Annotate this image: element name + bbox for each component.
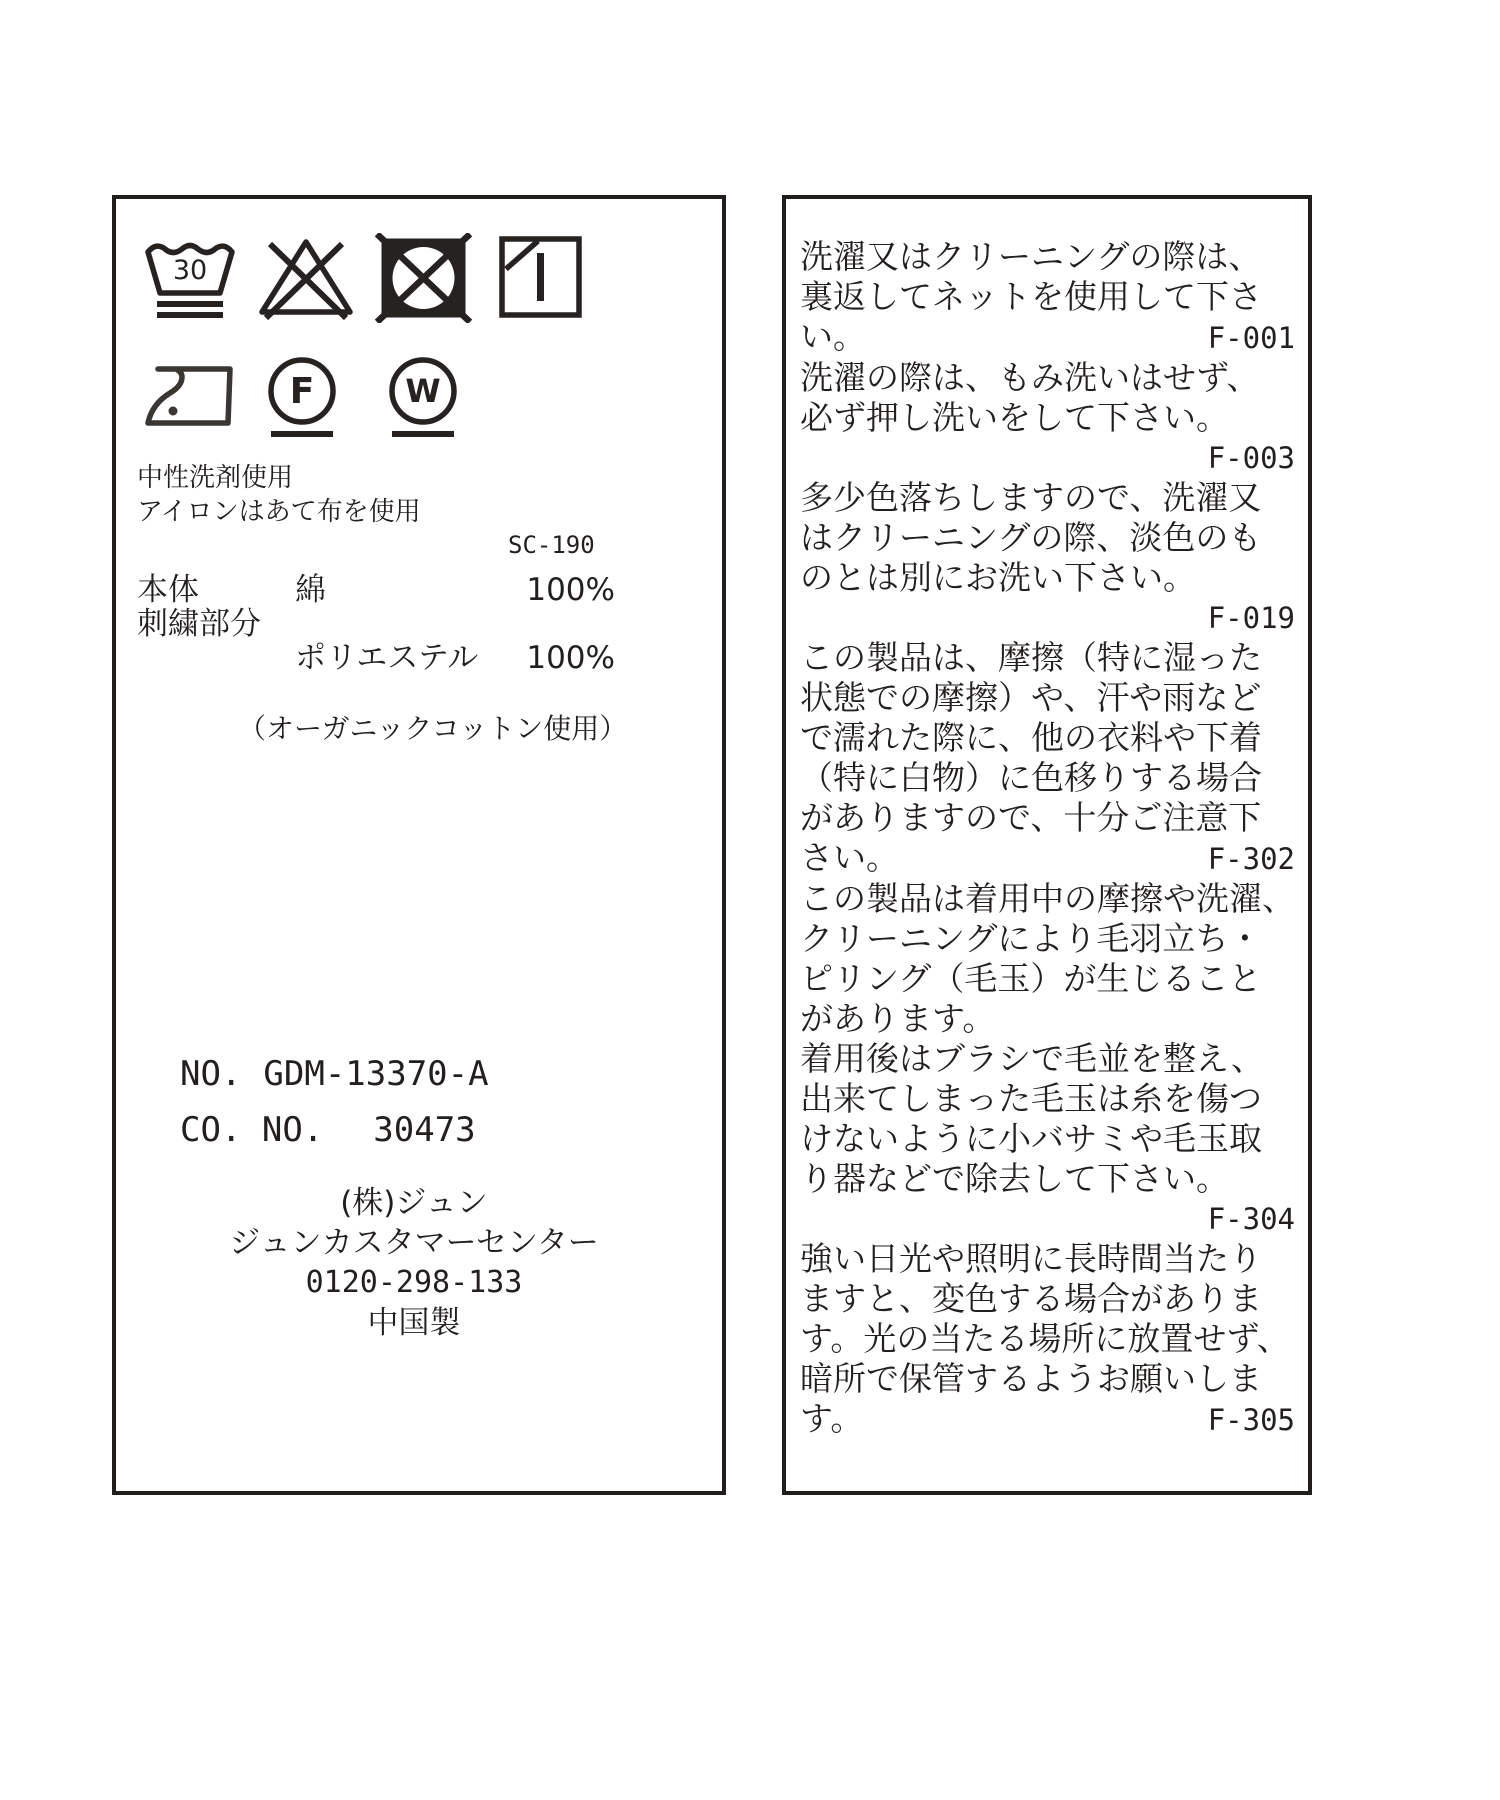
instruction-line xyxy=(800,358,1295,398)
instruction-line xyxy=(800,1319,1295,1359)
care-instructions-panel xyxy=(782,195,1312,1495)
instruction-line xyxy=(800,518,1295,558)
instruction-line xyxy=(800,1079,1295,1119)
instruction-line xyxy=(800,398,1295,438)
instruction-text: があります。 xyxy=(800,999,996,1038)
composition-row xyxy=(137,607,615,641)
left-panel xyxy=(112,195,726,1495)
dry-clean-petroleum-gentle-icon xyxy=(264,355,340,439)
instruction-line xyxy=(800,317,1295,358)
composition-row xyxy=(137,573,615,607)
instruction-text: 暗所で保管するようお願いしま xyxy=(800,1359,1262,1398)
instruction-line xyxy=(800,879,1295,919)
instruction-line xyxy=(800,1119,1295,1159)
dry-clean-letter: F xyxy=(289,371,315,412)
instruction-text: 裏返してネットを使用して下さ xyxy=(800,277,1262,316)
instruction-line xyxy=(800,1239,1295,1279)
instruction-text: 洗濯又はクリーニングの際は、 xyxy=(800,237,1262,276)
instruction-line xyxy=(800,277,1295,317)
co-number-value: 30473 xyxy=(373,1110,476,1150)
company-line: ジュンカスタマーセンター xyxy=(229,1225,599,1261)
instruction-line xyxy=(800,1199,1295,1239)
instruction-code: F-305 xyxy=(1207,1403,1295,1437)
instruction-text: （特に白物）に色移りする場合 xyxy=(800,758,1262,797)
composition-material: 綿 xyxy=(295,572,326,608)
instruction-code: F-003 xyxy=(1207,441,1295,475)
instruction-line xyxy=(800,758,1295,798)
instruction-text: 着用後はブラシで毛並を整え、 xyxy=(800,1039,1264,1078)
instruction-text: 必ず押し洗いをして下さい。 xyxy=(800,398,1229,437)
composition-part: 刺繍部分 xyxy=(137,606,261,642)
composition-row xyxy=(137,641,615,675)
composition-percent: 100% xyxy=(526,640,615,676)
company-line: 中国製 xyxy=(367,1305,461,1341)
composition-part: 本体 xyxy=(137,572,199,608)
composition-percent: 100% xyxy=(526,572,615,608)
instruction-text: のとは別にお洗い下さい。 xyxy=(800,558,1196,597)
care-note-line: 中性洗剤使用 xyxy=(137,463,294,493)
instruction-text: 状態での摩擦）や、汗や雨など xyxy=(800,678,1262,717)
instruction-line xyxy=(800,638,1295,678)
instruction-text: クリーニングにより毛羽立ち・ xyxy=(800,919,1262,958)
instruction-line xyxy=(800,1039,1295,1079)
instruction-line xyxy=(800,478,1295,518)
instruction-line xyxy=(800,678,1295,718)
instruction-line xyxy=(800,1399,1295,1440)
wet-clean-gentle-icon xyxy=(384,355,462,439)
company-block xyxy=(116,1183,712,1343)
instruction-text: がありますので、十分ご注意下 xyxy=(800,798,1262,837)
iron-low-heat-icon xyxy=(140,359,238,433)
co-number-label: CO. NO. xyxy=(180,1110,324,1150)
instruction-line xyxy=(800,1359,1295,1399)
instruction-line xyxy=(800,438,1295,478)
instruction-line xyxy=(800,1279,1295,1319)
instruction-text: す。光の当たる場所に放置せず、 xyxy=(800,1319,1290,1358)
instruction-line xyxy=(800,959,1295,999)
do-not-bleach-icon xyxy=(258,235,354,323)
instruction-line xyxy=(800,598,1295,638)
line-dry-in-shade-icon xyxy=(498,235,583,319)
wash-temp-label: 30 xyxy=(172,255,208,286)
wash-30-very-gentle-icon xyxy=(140,231,240,323)
composition-material: ポリエステル xyxy=(295,640,479,676)
instruction-text: さい。 xyxy=(800,838,899,877)
composition-table xyxy=(137,573,615,675)
instruction-text: 出来てしまった毛玉は糸を傷つ xyxy=(800,1079,1262,1118)
instruction-line xyxy=(800,798,1295,838)
instruction-text: ますと、変色する場合がありま xyxy=(800,1279,1262,1318)
instruction-line xyxy=(800,919,1295,959)
instruction-text: り器などで除去して下さい。 xyxy=(800,1159,1229,1198)
composition-percent xyxy=(519,607,615,641)
composition-part xyxy=(137,641,295,675)
instruction-text: けないように小バサミや毛玉取 xyxy=(800,1119,1262,1158)
instruction-text: はクリーニングの際、淡色のも xyxy=(800,518,1262,557)
instruction-code: F-304 xyxy=(1207,1202,1295,1236)
instruction-line xyxy=(800,1159,1295,1199)
instruction-line xyxy=(800,558,1295,598)
organic-cotton-note: （オーガニックコットン使用） xyxy=(238,712,628,745)
care-notes xyxy=(137,461,421,529)
instruction-text: ピリング（毛玉）が生じること xyxy=(800,959,1262,998)
do-not-tumble-dry-icon xyxy=(374,233,473,323)
company-line: 0120-298-133 xyxy=(305,1265,523,1300)
item-number-row xyxy=(180,1054,489,1094)
co-number-row xyxy=(180,1110,476,1150)
wet-clean-letter: W xyxy=(405,372,441,410)
company-line: (株)ジュン xyxy=(340,1185,488,1221)
instruction-line xyxy=(800,718,1295,758)
instruction-line xyxy=(800,838,1295,879)
instruction-text: この製品は着用中の摩擦や洗濯、 xyxy=(800,879,1295,918)
item-number-label: NO. xyxy=(180,1054,242,1094)
style-code: SC-190 xyxy=(508,531,595,559)
instruction-line xyxy=(800,237,1295,277)
item-number-value: GDM-13370-A xyxy=(263,1054,489,1094)
care-instructions-text xyxy=(800,237,1295,1440)
instruction-text: い。 xyxy=(800,317,866,356)
instruction-text: で濡れた際に、他の衣料や下着 xyxy=(800,718,1262,757)
instruction-code: F-019 xyxy=(1207,601,1295,635)
instruction-code: F-302 xyxy=(1207,842,1295,876)
instruction-code: F-001 xyxy=(1207,321,1295,355)
instruction-text: 強い日光や照明に長時間当たり xyxy=(800,1239,1262,1278)
instruction-text: この製品は、摩擦（特に湿った xyxy=(800,638,1262,677)
instruction-text: 多少色落ちしますので、洗濯又 xyxy=(800,478,1262,517)
instruction-text: 洗濯の際は、もみ洗いはせず、 xyxy=(800,358,1260,397)
composition-material xyxy=(295,607,519,641)
instruction-text: す。 xyxy=(800,1399,864,1438)
care-note-line: アイロンはあて布を使用 xyxy=(137,497,421,527)
instruction-line xyxy=(800,999,1295,1039)
